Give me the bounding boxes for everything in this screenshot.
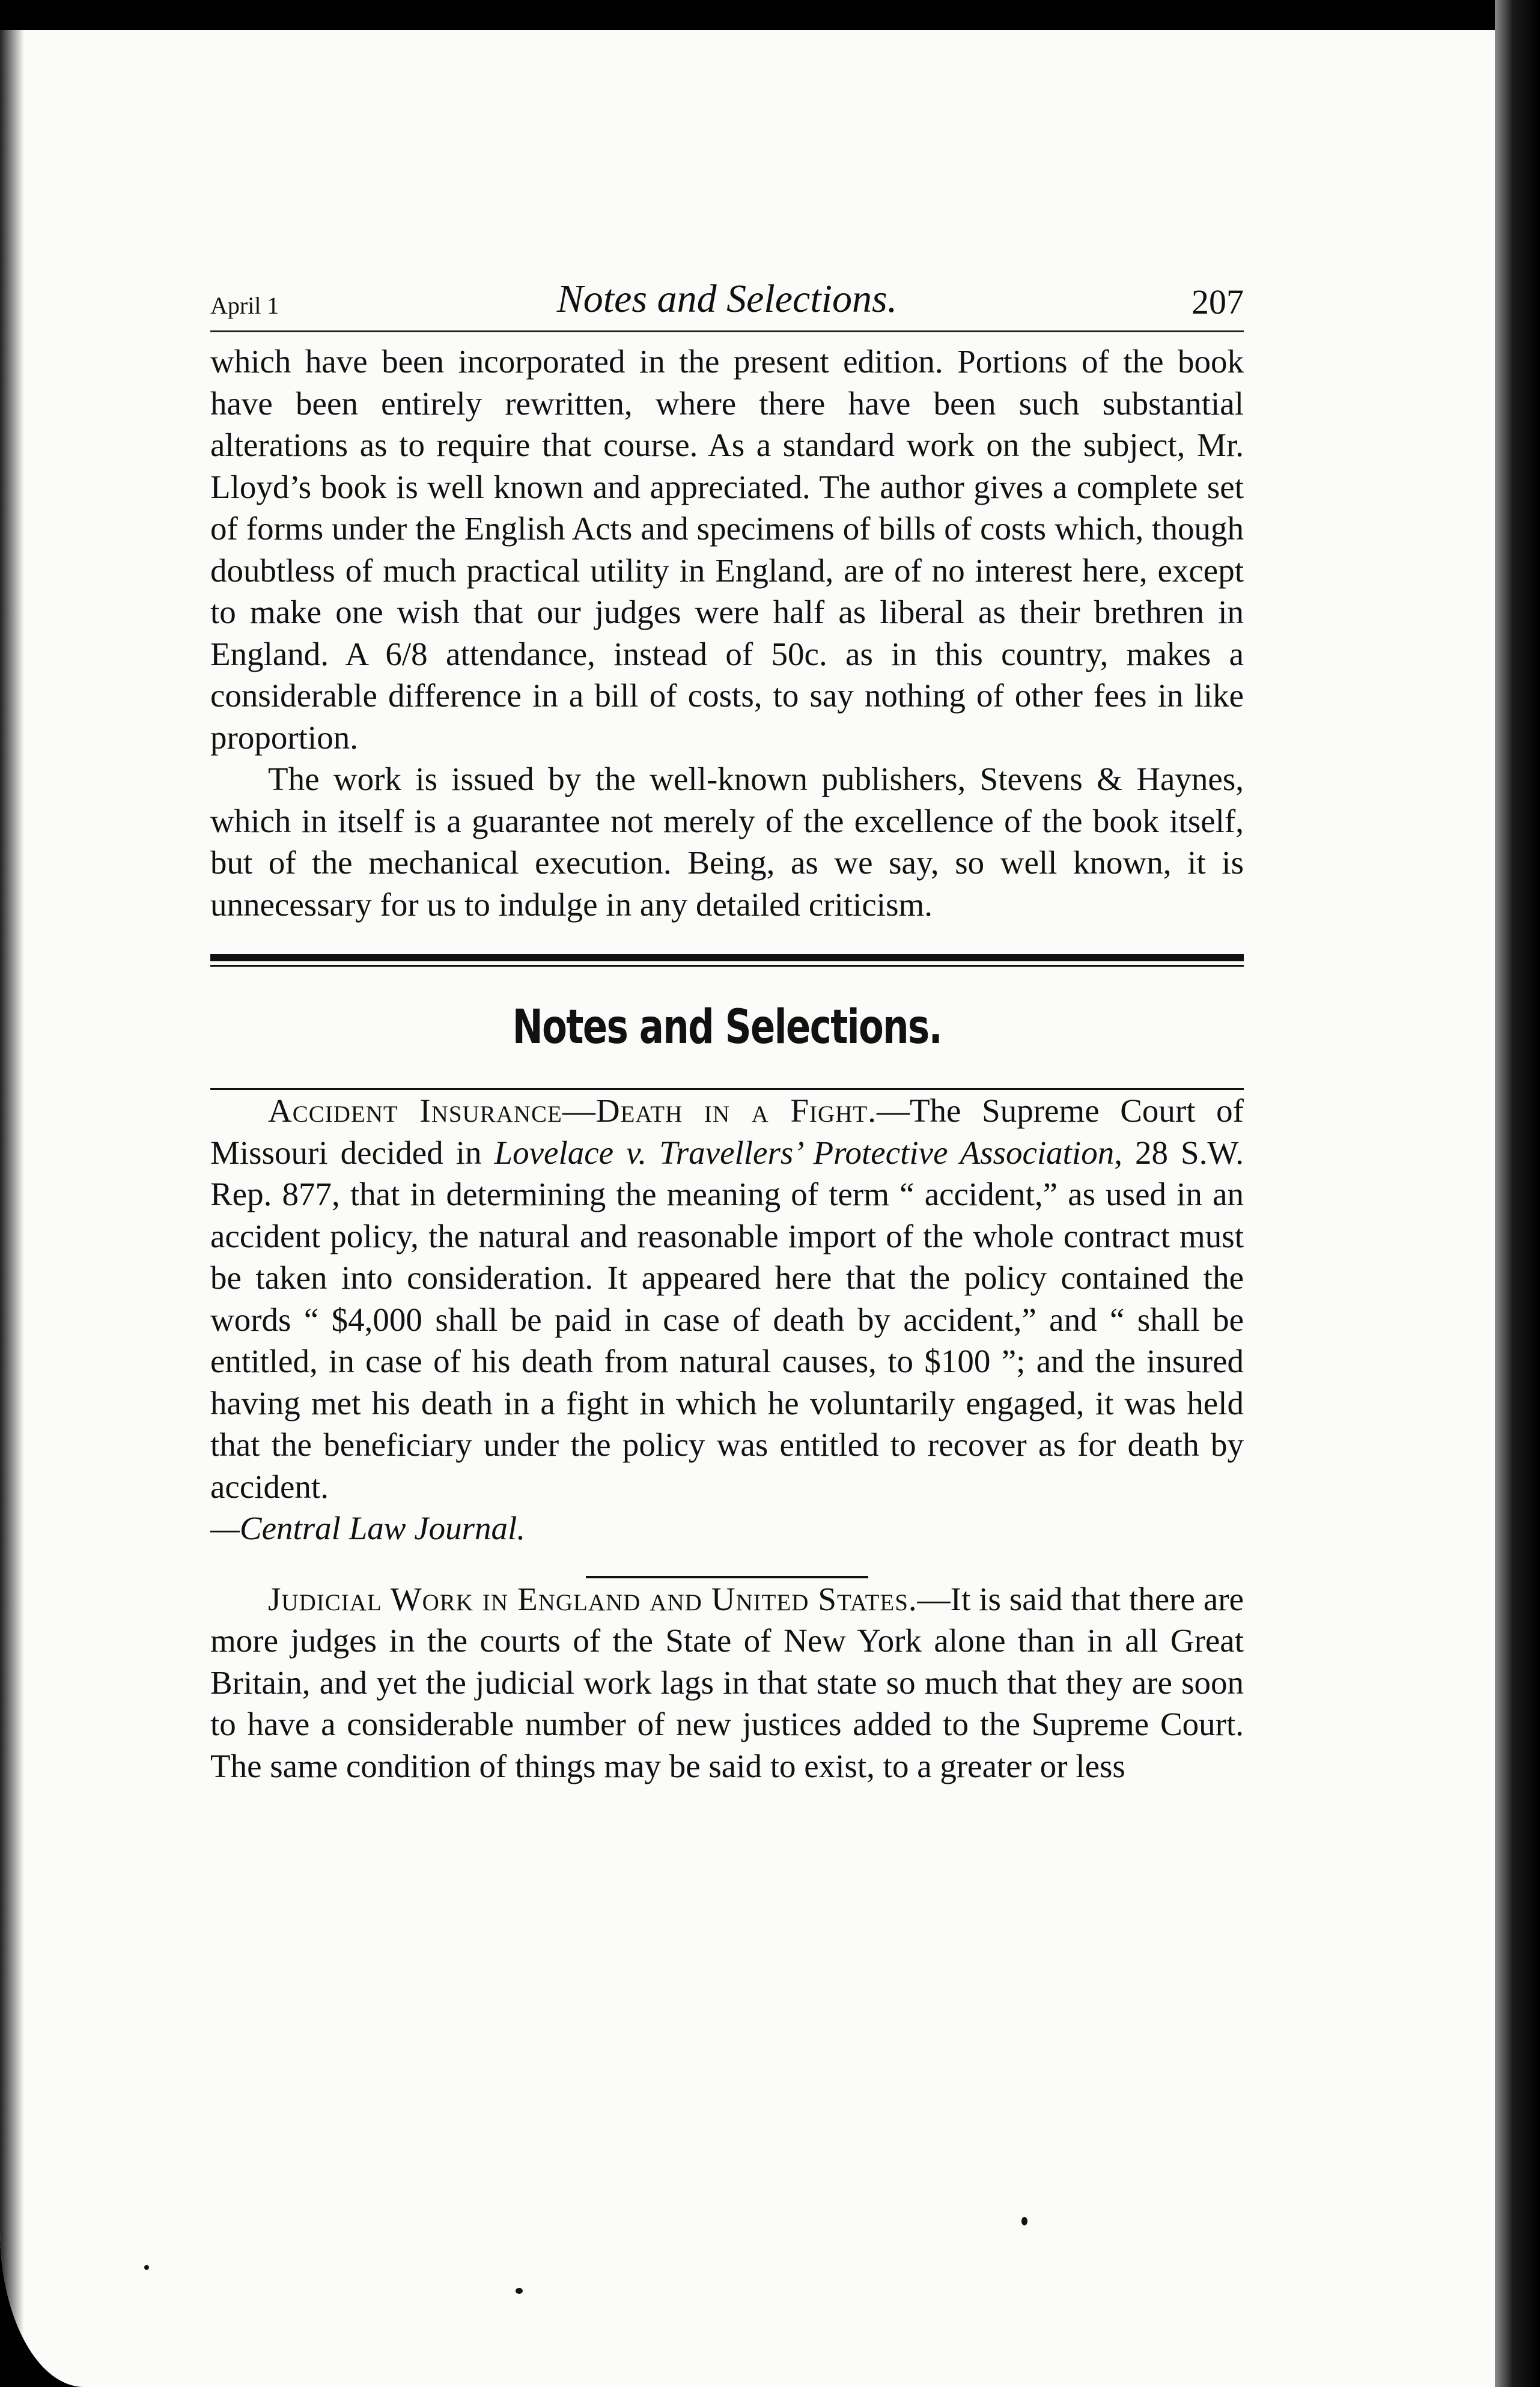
section-title: Notes and Selections.: [512, 1000, 942, 1054]
article-judicial-work: [210, 1578, 1244, 1787]
section-rule-thin: [210, 965, 1244, 967]
page-content: [210, 264, 1244, 1787]
section-rule-thick: [210, 954, 1244, 961]
case-name: Lovelace v. Travellers’ Protective Association: [494, 1134, 1115, 1171]
page-number: 207: [1192, 282, 1244, 321]
scan-top-border: [0, 0, 1496, 30]
article-text-continued: , 28 S.W. Rep. 877, that in determining the meaning of term “ accident,” as used in an accident policy, the natural and reasonable import of the whole contract must be taken into consideration. It appeared here that the policy contained the words “ $4,000 shall be paid in case of death by accident,” and “ shall be entitled, in case of his death from natural causes, to $100 ”; and the insured having met his death in a fight in which he voluntarily engaged, it was held that the beneficiary under the policy was entitled to recover as for death by accident.: [210, 1134, 1244, 1505]
running-head-date: April 1: [210, 292, 279, 319]
article-accident-insurance: [210, 1090, 1244, 1549]
running-head-title: Notes and Selections.: [556, 277, 898, 321]
scan-speck: [144, 2265, 149, 2270]
article-text: —It is said that there are more judges in the courts of the State of New York alone than in all Great Britain, and yet the judicial work lags in that state so much that they are soon to have a considerable number of new justices added to the Supreme Court. The same condition of things may be said to exist, to a greater or less: [210, 1580, 1244, 1784]
page-left-shadow: [0, 0, 24, 2387]
article-heading: Accident Insurance—Death in a Fight.: [268, 1092, 877, 1129]
review-paragraph-1: which have been incorporated in the present edition. Portions of the book have been entirely rewritten, where there have been such substantial alterations as to require that course. As a standard work on the subject, Mr. Lloyd’s book is well known and appreciated. The author gives a complete set of forms under the English Acts and specimens of bills of costs which, though doubtless of much practical utility in England, are of no interest here, except to make one wish that our judges were half as liberal as their brethren in England. A 6/8 attendance, instead of 50c. as in this country, makes a considerable difference in a bill of costs, to say nothing of other fees in like proportion.: [210, 343, 1244, 756]
article-heading: Judicial Work in England and United States.: [268, 1580, 918, 1617]
scan-speck: [1021, 2217, 1027, 2225]
running-head: [210, 264, 1244, 332]
article-text: —The Supreme Court of Missouri decided in: [210, 1092, 1244, 1171]
scan-speck: [516, 2288, 523, 2294]
review-paragraph-2: The work is issued by the well-known publishers, Stevens & Haynes, which in itself is a guarantee not merely of the excellence of the book itself, but of the mechanical execution. Being, as we say, so well known, it is unnecessary for us to indulge in any detailed criticism.: [210, 761, 1244, 923]
article-source: —Central Law Journal.: [210, 1510, 526, 1546]
scan-right-border: [1495, 0, 1540, 2387]
